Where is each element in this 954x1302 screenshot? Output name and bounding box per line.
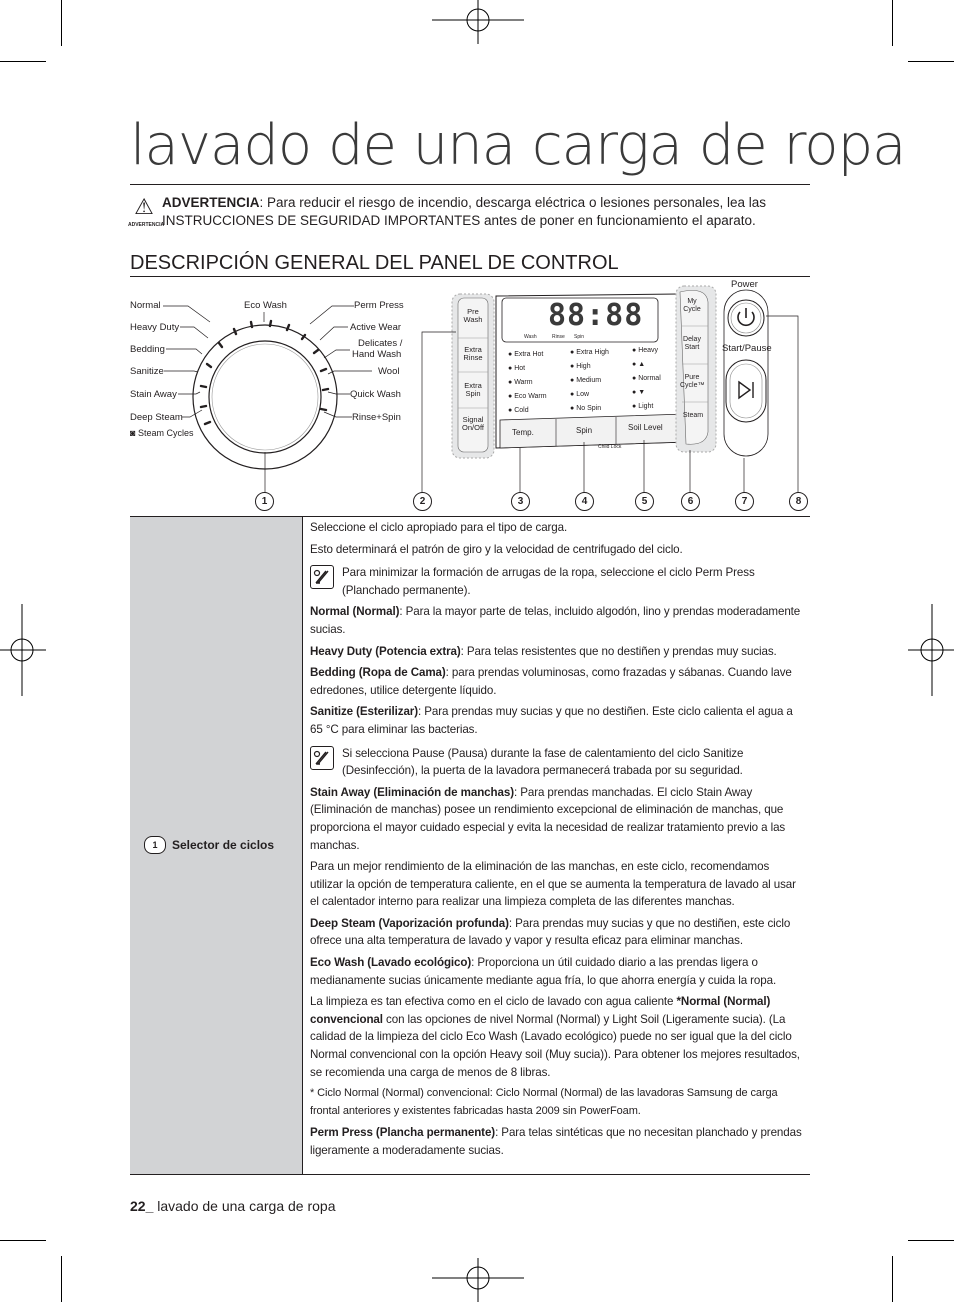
dial-label-hand-wash: Hand Wash — [352, 349, 402, 360]
paragraph: Para un mejor rendimiento de la eliminación de las manchas, en este ciclo, recomendamos utilizar la opción de temperatura caliente, en el que se aumenta la temperatura de lavado al usar el calentador interno para realizar una limpieza completa de las diferentes manchas. — [310, 860, 796, 909]
definition: : para prendas voluminosas, como frazadas y sábanas. Cuando lave edredones, utilice detergente líquido. — [310, 666, 792, 697]
soil-heavy: ● Heavy — [632, 347, 659, 354]
title-rule — [130, 184, 810, 185]
callout-2: 2 — [413, 492, 432, 511]
warning-line1: : Para reducir el riesgo de incendio, descarga eléctrica o lesiones personales, lea las — [259, 195, 767, 210]
page-footer — [130, 1198, 336, 1214]
text: con las opciones de nivel Normal (Normal) y Light Soil (Ligeramente sucia). (La calidad de la limpieza del ciclo Eco Wash (Lavado ecológico) puede no ser igual que la del ciclo Normal convencional con la opción Heavy soil (Muy sucia)). Para obtener los mejores resultados, se recomienda una carga de menos de 8 libras. — [310, 1012, 800, 1079]
paragraph-normal — [310, 603, 804, 638]
temp-warm-label: Warm — [514, 379, 533, 386]
dial-label-quick-wash: Quick Wash — [350, 389, 401, 400]
paragraph: Seleccione el ciclo apropiado para el tipo de carga. — [310, 521, 568, 534]
crop-mark — [908, 1240, 954, 1241]
button-signal: Signal On/Off — [462, 415, 484, 432]
footer-text: lavado de una carga de ropa — [153, 1198, 336, 1214]
button-spin: Spin — [576, 426, 593, 435]
dial-label-bedding: Bedding — [130, 344, 165, 355]
display-spin: Spin — [574, 334, 585, 340]
button-soil-level: Soil Level — [628, 423, 663, 432]
warning-block — [128, 194, 808, 230]
callout-4: 4 — [575, 492, 594, 511]
definition: : Para prendas muy sucias y que no destiñen. Este ciclo calienta el agua a 65 °C para eliminar las bacterias. — [310, 705, 793, 736]
note — [310, 745, 804, 780]
paragraph-bedding — [310, 664, 804, 699]
dial-label-sanitize: Sanitize — [130, 366, 164, 377]
soil-light-label: Light — [638, 403, 654, 410]
table-rule-bottom — [130, 1174, 810, 1175]
button-pure-cycle: Pure Cycle™ — [680, 374, 705, 389]
dial-label-delicates: Delicates / — [358, 338, 403, 349]
row-label — [144, 836, 274, 854]
child-lock-label: Child Lock — [598, 444, 622, 450]
warning-strong: ADVERTENCIA — [162, 195, 260, 210]
dial-label-wool: Wool — [378, 366, 400, 377]
dial-label-deep-steam: Deep Steam — [130, 412, 183, 423]
crop-mark — [61, 1256, 62, 1302]
dial-label-stain-away: Stain Away — [130, 389, 177, 400]
soil-up-icon: ▲ — [638, 361, 646, 368]
temp-extra-hot: ● Extra Hot — [508, 351, 544, 358]
term: Perm Press (Plancha permanente) — [310, 1126, 496, 1140]
steam-icon: ◙ — [130, 428, 138, 438]
paragraph-eco-wash — [310, 954, 804, 989]
temp-extra-hot-label: Extra Hot — [514, 351, 544, 358]
term: Eco Wash (Lavado ecológico) — [310, 956, 472, 970]
spin-no-spin: ● No Spin — [570, 405, 602, 412]
spin-no-spin-label: No Spin — [576, 405, 602, 412]
note-text: Si selecciona Pause (Pausa) durante la fase de calentamiento del ciclo Sanitize (Desinfección), la puerta de la lavadora permanecerá trabada por su seguridad. — [342, 746, 744, 778]
spin-low: ● Low — [570, 391, 590, 398]
term: Stain Away (Eliminación de manchas) — [310, 785, 514, 799]
paragraph-sanitize — [310, 703, 804, 738]
note-icon — [310, 746, 334, 770]
definition: : Para la mayor parte de telas, incluido algodón, lino y prendas moderadamente sucias. — [310, 605, 801, 636]
warning-icon: ⚠ ADVERTENCIA — [128, 196, 160, 234]
paragraph-perm-press — [310, 1124, 804, 1159]
paragraph-deep-steam — [310, 915, 804, 950]
term: *Normal (Normal) convencional — [310, 995, 771, 1026]
soil-normal-label: Normal — [638, 375, 661, 382]
temp-warm: ● Warm — [508, 379, 533, 386]
display-rinse: Rinse — [552, 334, 565, 340]
registration-mark — [432, 0, 524, 44]
display-wash: Wash — [524, 334, 537, 340]
dial-label-normal: Normal — [130, 300, 161, 311]
crop-mark — [908, 61, 954, 62]
table-divider — [302, 516, 303, 1174]
paragraph-stain-away — [310, 784, 804, 854]
paragraph-eco-detail — [310, 993, 804, 1081]
dial-label-eco-wash: Eco Wash — [244, 300, 287, 311]
dial-label-heavy-duty: Heavy Duty — [130, 322, 180, 333]
definition: : Para prendas muy sucias y que no destiñen, este ciclo ofrece una alta temperatura de lavado y vapor y resulta eficaz para eliminar manchas. — [310, 916, 791, 948]
soil-normal: ● Normal — [632, 375, 661, 382]
control-panel-illustration — [130, 279, 810, 514]
footnote: * Ciclo Normal (Normal) convencional: Ciclo Normal (Normal) de las lavadoras Samsung de carga frontal anteriores y existentes fabricadas hasta 2009 sin PowerFoam. — [310, 1087, 778, 1117]
temp-cold: ● Cold — [508, 407, 529, 414]
button-extra-rinse: Extra Rinse — [463, 345, 483, 362]
page-title: lavado de una carga de ropa — [130, 113, 906, 178]
spin-high: ● High — [570, 363, 591, 370]
temp-hot-label: Hot — [514, 365, 526, 372]
term: Bedding (Ropa de Cama) — [310, 666, 446, 680]
page-number: 22_ — [130, 1198, 154, 1214]
crop-mark — [0, 61, 46, 62]
section-title: DESCRIPCIÓN GENERAL DEL PANEL DE CONTROL — [130, 252, 619, 274]
definition: : Para telas resistentes que no destiñen y prendas muy sucias. — [460, 644, 777, 658]
steam-cycles-text: Steam Cycles — [137, 428, 194, 438]
temp-cold-label: Cold — [514, 407, 529, 414]
definition: : Proporciona un útil cuidado diario a las prendas ligera o medianamente sucias únicamente mediante agua fría, lo que ahorra energía y cuida la ropa. — [310, 956, 777, 987]
callout-7: 7 — [735, 492, 754, 511]
spin-high-label: High — [576, 363, 591, 370]
note — [310, 564, 804, 599]
warning-line2: INSTRUCCIONES DE SEGURIDAD IMPORTANTES antes de poner en funcionamiento el aparato. — [162, 213, 756, 228]
spin-extra-high: ● Extra High — [570, 349, 609, 356]
button-pre-wash: Pre Wash — [463, 307, 483, 324]
section-rule — [130, 276, 810, 277]
callout-8: 8 — [789, 492, 808, 511]
start-pause-label: Start/Pause — [722, 343, 772, 354]
soil-down: ● ▼ — [632, 389, 646, 396]
term: Deep Steam (Vaporización profunda) — [310, 916, 509, 930]
registration-mark — [0, 604, 46, 696]
table-content — [310, 519, 804, 1164]
crop-mark — [892, 1256, 893, 1302]
power-label: Power — [731, 279, 758, 290]
warning-icon-label: ADVERTENCIA — [128, 222, 165, 228]
note-text: Para minimizar la formación de arrugas de la ropa, seleccione el ciclo Perm Press (Planchado permanente). — [342, 566, 755, 597]
soil-light: ● Light — [632, 403, 654, 410]
row-number: 1 — [144, 836, 166, 854]
definition: : Para telas sintéticas que no necesitan planchado y prendas ligeramente a moderadamente sucias. — [310, 1126, 802, 1157]
button-my-cycle: My Cycle — [683, 298, 701, 313]
paragraph: Esto determinará el patrón de giro y la velocidad de centrifugado del ciclo. — [310, 542, 683, 556]
display-digits: 88:88 — [548, 298, 644, 333]
row-label-text: Selector de ciclos — [172, 838, 275, 852]
spin-medium-label: Medium — [576, 377, 602, 384]
note-icon — [310, 565, 334, 589]
soil-down-icon: ▼ — [638, 389, 646, 396]
registration-mark — [432, 1258, 524, 1302]
crop-mark — [61, 0, 62, 46]
table-rule-top — [130, 516, 810, 517]
paragraph-heavy-duty — [310, 643, 804, 661]
term: Sanitize (Esterilizar) — [310, 705, 418, 719]
callout-5: 5 — [635, 492, 654, 511]
soil-heavy-label: Heavy — [638, 347, 659, 354]
term: Normal (Normal) — [310, 605, 400, 619]
dial-label-active-wear: Active Wear — [350, 322, 402, 333]
callout-6: 6 — [681, 492, 700, 511]
button-delay-start: Delay Start — [683, 336, 701, 351]
temp-eco-warm-label: Eco Warm — [514, 393, 547, 400]
temp-hot: ● Hot — [508, 365, 526, 372]
callout-3: 3 — [511, 492, 530, 511]
crop-mark — [0, 1240, 46, 1241]
registration-mark — [908, 604, 954, 696]
button-temp: Temp. — [512, 428, 534, 437]
temp-eco-warm: ● Eco Warm — [508, 393, 547, 400]
button-extra-spin: Extra Spin — [464, 381, 482, 398]
button-steam: Steam — [682, 412, 704, 419]
soil-up: ● ▲ — [632, 361, 646, 368]
warning-text — [162, 194, 808, 230]
spin-low-label: Low — [576, 391, 590, 398]
dial-label-rinse-spin: Rinse+Spin — [352, 412, 401, 423]
callout-1: 1 — [255, 492, 274, 511]
dial-label-perm-press: Perm Press — [354, 300, 404, 311]
spin-extra-high-label: Extra High — [576, 349, 609, 356]
dial-label-steam-cycles — [130, 428, 193, 438]
crop-mark — [892, 0, 893, 46]
definition: : Para prendas manchadas. El ciclo Stain Away (Eliminación de manchas) posee un rendimiento excepcional de eliminación de manchas, que proporciona el mayor cuidado especial y evita la necesidad de realizar tratamiento previo a las manchas. — [310, 785, 786, 852]
term: Heavy Duty (Potencia extra) — [310, 644, 461, 658]
spin-medium: ● Medium — [570, 377, 602, 384]
text: La limpieza es tan efectiva como en el ciclo de lavado con agua caliente — [310, 995, 677, 1009]
